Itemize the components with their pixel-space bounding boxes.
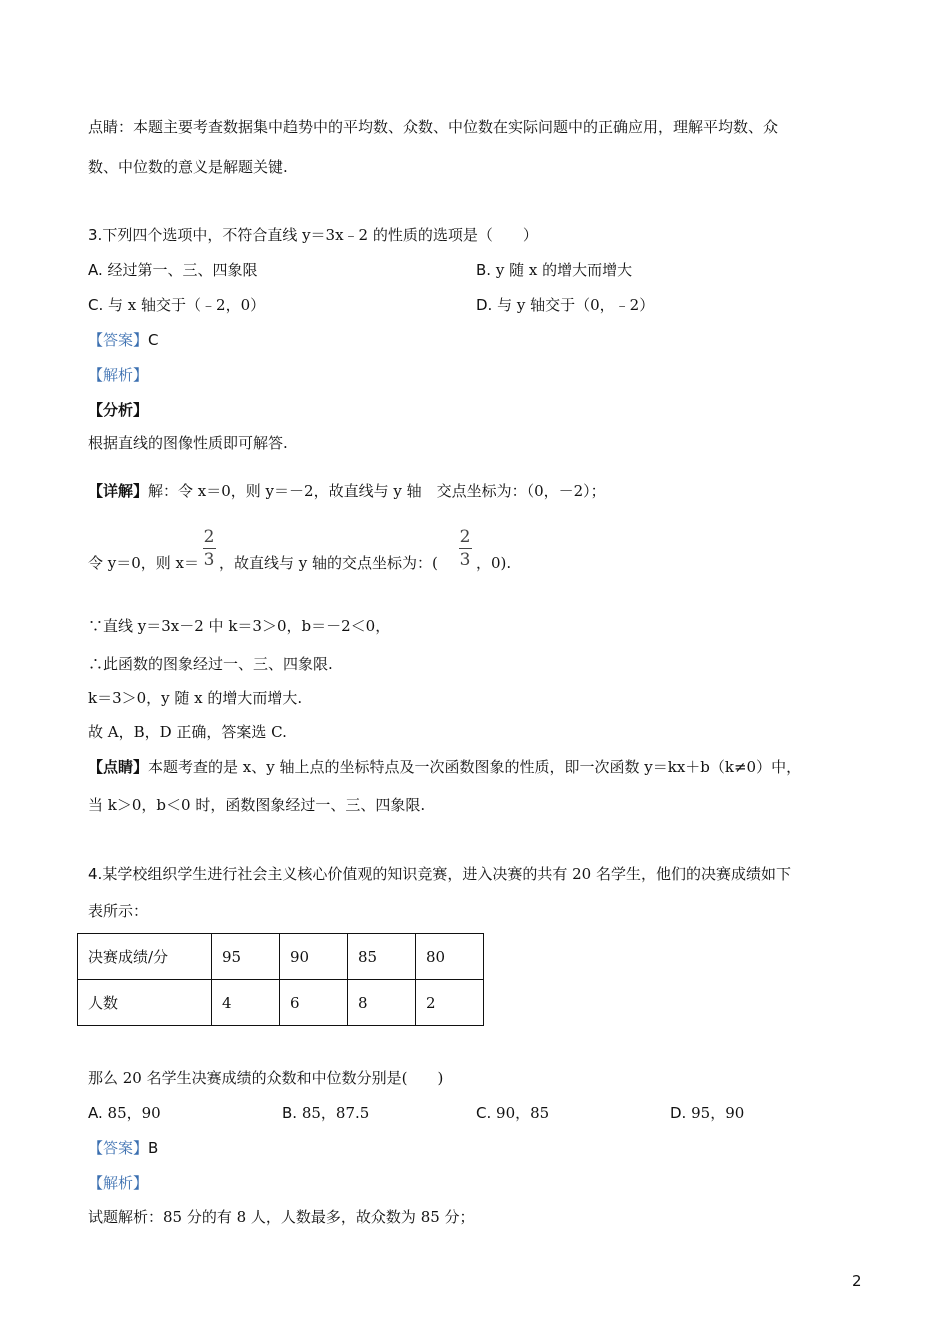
dianjing-label: 【点睛】	[88, 758, 149, 776]
table-cell: 人数	[78, 980, 212, 1026]
option-text: 90，85	[496, 1104, 550, 1122]
page-number: 2	[852, 1272, 862, 1290]
q3-line-3: ∵直线 y＝3x－2 中 k＝3＞0，b＝－2＜0，	[88, 617, 391, 635]
q4-question: 那么 20 名学生决赛成绩的众数和中位数分别是( )	[88, 1069, 444, 1087]
fraction-numerator: 2	[203, 527, 215, 547]
table-cell: 80	[416, 934, 484, 980]
fraction-two-thirds	[201, 527, 217, 570]
q3-stem	[88, 225, 538, 245]
q3-jiexi-label: 【解析】	[88, 366, 149, 384]
option-text: 95，90	[691, 1104, 745, 1122]
answer-label: 【答案】	[88, 1139, 149, 1157]
q3-fenxi-text: 根据直线的图像性质即可解答.	[88, 434, 288, 452]
q4-jiexi-label: 【解析】	[88, 1174, 149, 1192]
q4-stem-line-2: 表所示：	[88, 902, 149, 920]
option-key: D.	[670, 1104, 687, 1122]
table-row	[78, 980, 484, 1026]
fraction-numerator: 2	[459, 527, 471, 547]
q4-stem-text: 某学校组织学生进行社会主义核心价值观的知识竞赛，进入决赛的共有 20 名学生，他们的决赛成绩如下	[102, 865, 791, 883]
table-row	[78, 934, 484, 980]
option-text: 与 y 轴交于（0，﹣2）	[497, 296, 655, 314]
fraction-bar	[459, 548, 472, 549]
option-key: C.	[476, 1104, 492, 1122]
option-text: 85，87.5	[301, 1104, 370, 1122]
table-cell: 90	[280, 934, 348, 980]
fraction-two-thirds	[457, 527, 473, 570]
table-cell: 4	[212, 980, 280, 1026]
dianjing-line-1: 点睛：本题主要考查数据集中趋势中的平均数、众数、中位数在实际问题中的正确应用，理解平均数、众	[88, 118, 779, 136]
option-text: 经过第一、三、四象限	[107, 261, 258, 279]
q3-dianjing-line-1	[88, 757, 801, 777]
option-text: y 随 x 的增大而增大	[495, 261, 633, 279]
q4-number: 4.	[88, 865, 103, 883]
q3-detail-line-2a: 令 y＝0，则 x＝	[88, 554, 200, 572]
answer-label: 【答案】	[88, 331, 149, 349]
q4-option-a	[88, 1103, 161, 1123]
detail-text: 解：令 x＝0，则 y＝－2，故直线与 y 轴 交点坐标为：（0，－2）；	[148, 482, 606, 500]
q4-answer	[88, 1138, 158, 1158]
q3-detail-line-1	[88, 481, 606, 501]
q3-fenxi-label: 【分析】	[88, 401, 149, 419]
q3-line-5: k＝3＞0，y 随 x 的增大而增大.	[88, 689, 303, 707]
option-key: A.	[88, 1104, 103, 1122]
fraction-denominator: 3	[203, 550, 215, 570]
table-cell: 85	[348, 934, 416, 980]
option-key: B.	[476, 261, 492, 279]
q3-option-d	[476, 295, 654, 315]
q4-option-b	[282, 1103, 369, 1123]
dianjing-text: 本题考查的是 x、y 轴上点的坐标特点及一次函数图象的性质，即一次函数 y＝kx＋b（k≠0）中，	[148, 758, 802, 776]
table-cell: 8	[348, 980, 416, 1026]
q3-number: 3.	[88, 226, 103, 244]
q4-stem-line-1	[88, 864, 791, 884]
option-text: 85，90	[107, 1104, 161, 1122]
table-cell: 6	[280, 980, 348, 1026]
dianjing-line-2: 数、中位数的意义是解题关键.	[88, 158, 288, 176]
q3-detail-line-2c: ，0).	[476, 554, 512, 572]
detail-label: 【详解】	[88, 482, 149, 500]
table-cell: 决赛成绩/分	[78, 934, 212, 980]
answer-value: C	[148, 331, 159, 349]
option-key: C.	[88, 296, 104, 314]
option-key: A.	[88, 261, 103, 279]
q3-answer	[88, 330, 159, 350]
q4-option-c	[476, 1103, 549, 1123]
q4-option-d	[670, 1103, 744, 1123]
q3-option-c	[88, 295, 265, 315]
q3-line-4: ∴此函数的图象经过一、三、四象限.	[88, 655, 333, 673]
q3-stem-text: 下列四个选项中，不符合直线 y＝3x﹣2 的性质的选项是（ ）	[102, 226, 538, 244]
option-text: 与 x 轴交于（﹣2，0）	[108, 296, 266, 314]
answer-value: B	[148, 1139, 159, 1157]
q3-option-a	[88, 260, 258, 280]
table-cell: 2	[416, 980, 484, 1026]
score-table	[77, 933, 484, 1026]
q3-dianjing-line-2: 当 k＞0，b＜0 时，函数图象经过一、三、四象限.	[88, 796, 426, 814]
q3-option-b	[476, 260, 632, 280]
q4-jiexi-text: 试题解析：85 分的有 8 人，人数最多，故众数为 85 分；	[88, 1208, 475, 1226]
table-cell: 95	[212, 934, 280, 980]
option-key: D.	[476, 296, 493, 314]
q3-detail-line-2b: ，故直线与 y 轴的交点坐标为：(	[219, 554, 438, 572]
q3-line-6: 故 A，B，D 正确，答案选 C.	[88, 723, 287, 741]
fraction-bar	[203, 548, 216, 549]
fraction-denominator: 3	[459, 550, 471, 570]
option-key: B.	[282, 1104, 298, 1122]
